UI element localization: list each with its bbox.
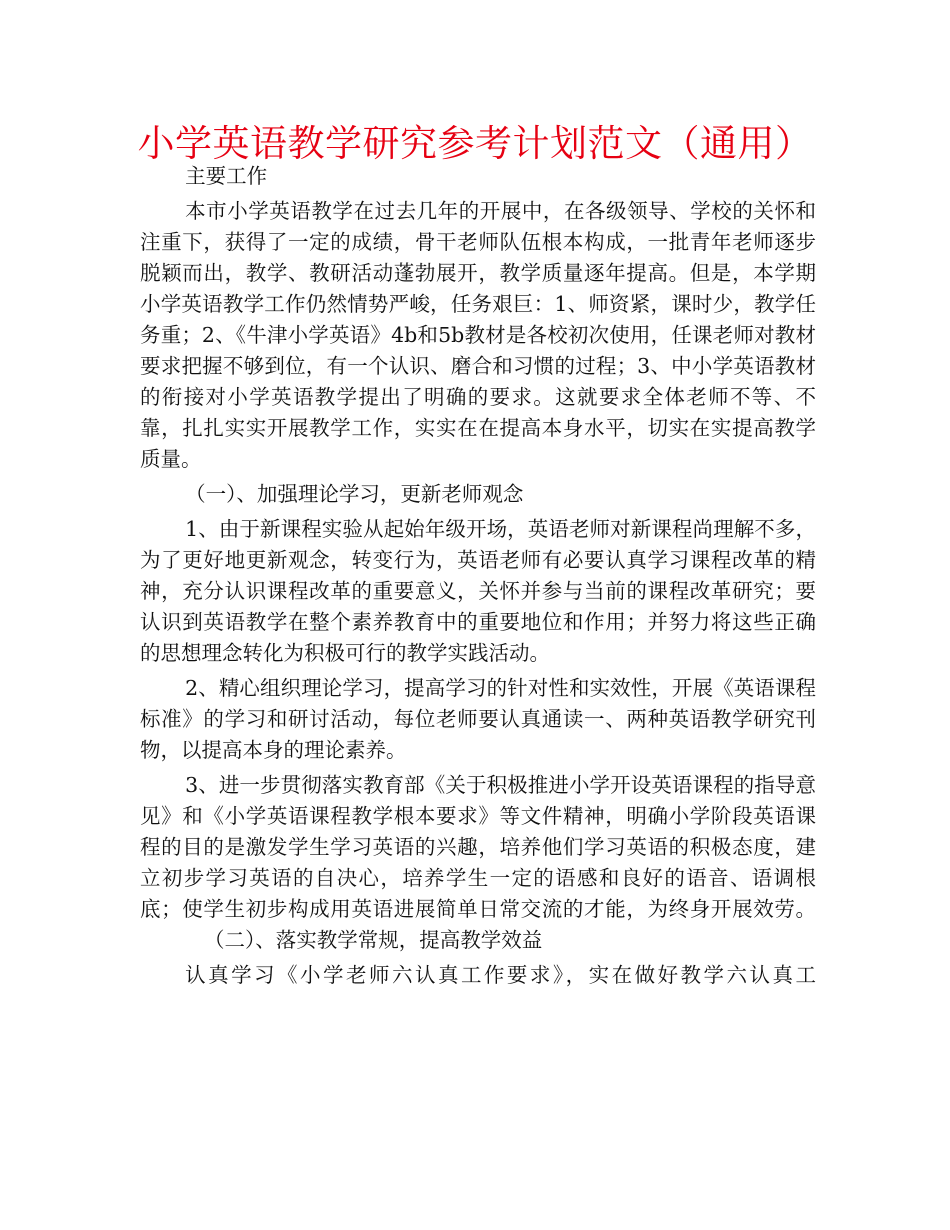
paragraph-routine: 认真学习《小学老师六认真工作要求》，实在做好教学六认真工 [185, 963, 816, 987]
document-body [140, 161, 816, 991]
document-title: 小学英语教学研究参考计划范文（通用） [137, 122, 813, 165]
paragraph-item-1: 1、由于新课程实验从起始年级开场，英语老师对新课程尚理解不多，为了更好地更新观念，转变行为，英语老师有必要认真学习课程改革的精神，充分认识课程改革的重要意义，关怀并参与当前的课程改革研究；要认识到英语教学在整个素养教育中的重要地位和作用；并努力将这些正确的思想理念转化为积极可行的教学实践活动。 [140, 517, 816, 665]
paragraph-item-3 [140, 770, 816, 956]
section-heading-1: （一）、加强理论学习，更新老师观念 [185, 482, 524, 506]
paragraph-item-3-text: 3、进一步贯彻落实教育部《关于积极推进小学开设英语课程的指导意见》和《小学英语课程教学根本要求》等文件精神，明确小学阶段英语课程的目的是激发学生学习英语的兴趣，培养他们学习英语的积极态度，建立初步学习英语的自决心，培养学生一定的语感和良好的语音、语调根底；使学生初步构成用英语进展简单日常交流的才能，为终身开展效劳。 [140, 773, 816, 921]
paragraph-intro: 本市小学英语教学在过去几年的开展中，在各级领导、学校的关怀和注重下，获得了一定的成绩，骨干老师队伍根本构成，一批青年老师逐步脱颖而出，教学、教研活动蓬勃展开，教学质量逐年提高。但是，本学期小学英语教学工作仍然情势严峻，任务艰巨：1、师资紧，课时少，教学任务重；2、《牛津小学英语》4b和5b教材是各校初次使用，任课老师对教材要求把握不够到位，有一个认识、磨合和习惯的过程；3、中小学英语教材的衔接对小学英语教学提出了明确的要求。这就要求全体老师不等、不靠，扎扎实实开展教学工作，实实在在提高本身水平，切实在实提高教学质量。 [140, 199, 816, 471]
section-heading-2: （二）、落实教学常规，提高教学效益 [204, 928, 543, 952]
paragraph-main-work: 主要工作 [185, 164, 268, 188]
paragraph-item-2: 2、精心组织理论学习，提高学习的针对性和实效性，开展《英语课程标准》的学习和研讨活动，每位老师要认真通读一、两种英语教学研究刊物，以提高本身的理论素养。 [140, 676, 816, 762]
